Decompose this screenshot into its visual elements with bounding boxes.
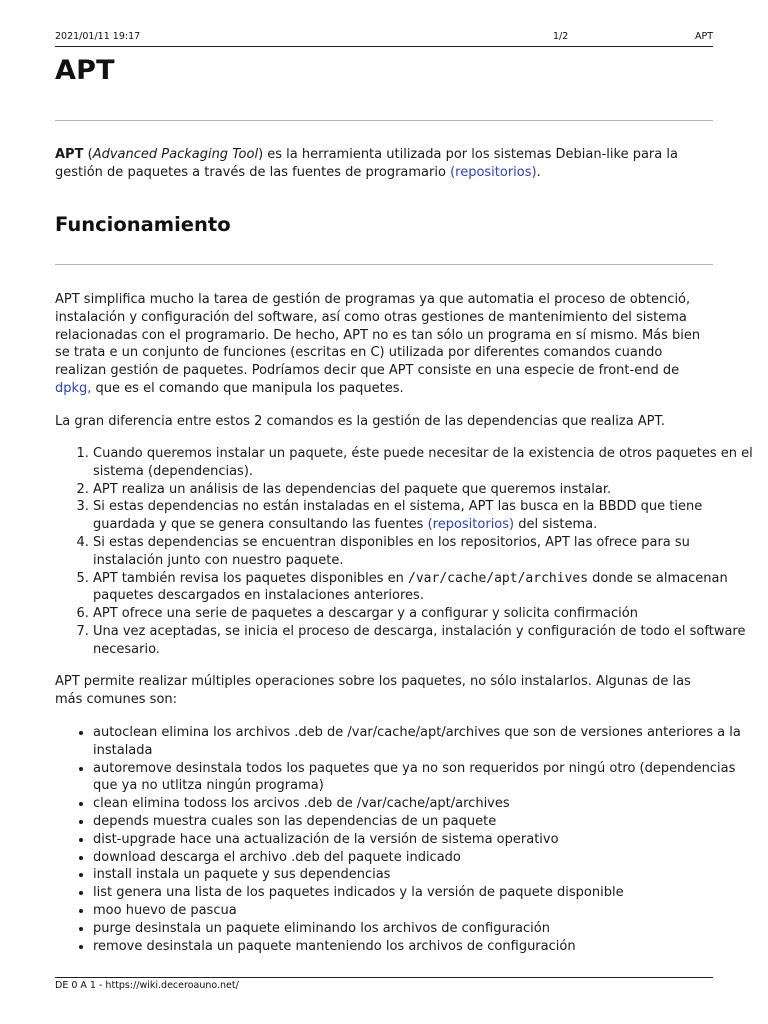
- para-funcionamiento: [55, 291, 715, 398]
- list-item: • remove desinstala un paquete manteniendo los archivos de configuración: [93, 938, 753, 956]
- header-page-number: 1/2: [553, 31, 569, 42]
- step-text: del sistema.: [514, 517, 598, 533]
- step-text: Si estas dependencias no están instaladas en el sistema, APT las busca en la BBDD que tiene guardada y que se genera consultando las fuentes: [93, 499, 703, 533]
- page-header: [55, 31, 713, 47]
- list-item: • clean elimina todoss los arcivos .deb de /var/cache/apt/archives: [93, 795, 753, 813]
- list-item: • autoremove desinstala todos los paquetes que ya no son requeridos por ningú otro (dependencias que ya no utlitza ningún programa): [93, 760, 753, 796]
- step-text: APT también revisa los paquetes disponibles en: [93, 570, 409, 586]
- list-item: 6. APT ofrece una serie de paquetes a descargar y a configurar y solicita confirmación: [93, 605, 753, 623]
- operations-list: [55, 724, 753, 955]
- title-divider: [55, 120, 713, 121]
- header-section: APT: [694, 31, 713, 42]
- intro-term: APT: [55, 147, 84, 162]
- list-item: • depends muestra cuales son las dependencias de un paquete: [93, 813, 753, 831]
- list-item: • dist-upgrade hace una actualización de la versión de sistema operativo: [93, 831, 753, 849]
- para-operaciones: APT permite realizar múltiples operaciones sobre los paquetes, no sólo instalarlos. Algunas de las más comunes son:: [55, 674, 691, 707]
- list-item: • purge desinstala un paquete eliminando los archivos de configuración: [93, 920, 753, 938]
- list-item: 2. APT realiza un análisis de las dependencias del paquete que queremos instalar.: [93, 481, 753, 499]
- para-diferencia: La gran diferencia entre estos 2 comandos es la gestión de las dependencias que realiza APT.: [55, 414, 666, 429]
- list-item: [93, 498, 753, 534]
- list-item: • download descarga el archivo .deb del paquete indicado: [93, 849, 753, 867]
- archives-path-code: /var/cache/apt/archives: [408, 570, 589, 586]
- header-datetime: 2021/01/11 19:17: [55, 31, 141, 42]
- page-footer: [55, 977, 713, 991]
- intro-end: .: [536, 164, 541, 180]
- page-title: APT: [55, 55, 115, 86]
- intro-expansion: Advanced Packaging Tool: [92, 147, 259, 162]
- list-item: 1. Cuando queremos instalar un paquete, éste puede necesitar de la existencia de otros paquetes en el sistema (dependencias).: [93, 445, 753, 481]
- para1-end: que es el comando que manipula los paquetes.: [91, 380, 404, 396]
- repositorios-link[interactable]: (repositorios): [450, 164, 537, 180]
- intro-text: ) es la herramienta utilizada por los sistemas Debian-like para la gestión de paquetes a través de las fuentes de programario: [55, 147, 678, 180]
- section-title: Funcionamiento: [55, 213, 231, 236]
- step-text: donde se almacenan paquetes descargados en instalaciones anteriores.: [93, 570, 728, 604]
- list-item: • list genera una lista de los paquetes indicados y la versión de paquete disponible: [93, 884, 753, 902]
- install-steps-list: [55, 445, 753, 659]
- list-item: • autoclean elimina los archivos .deb de /var/cache/apt/archives que son de versiones anteriores a la instalada: [93, 724, 753, 760]
- list-item: • moo huevo de pascua: [93, 902, 753, 920]
- section-divider: [55, 264, 713, 265]
- para1-text: APT simplifica mucho la tarea de gestión de programas ya que automatia el proceso de obtenció, instalación y configuración del software, así como otras gestiones de mantenimiento del sistema relacionadas con el programario. De hecho, APT no es tan sólo un programa en sí mismo. Más bien se trata e un conjunto de funciones (escritas en C) utilizada por diferentes comandos cuando realizan gestión de paquetes. Podríamos decir que APT consiste en una especie de front-end de: [55, 292, 701, 379]
- list-item: 4. Si estas dependencias se encuentran disponibles en los repositorios, APT las ofrece para su instalación junto con nuestro paquete.: [93, 534, 753, 570]
- repositorios-link-2[interactable]: (repositorios): [427, 517, 515, 533]
- list-item: 7. Una vez aceptadas, se inicia el proceso de descarga, instalación y configuración de todo el software necesario.: [93, 623, 753, 659]
- intro-paragraph: [55, 146, 715, 182]
- footer-text: DE 0 A 1 - https://wiki.deceroauno.net/: [55, 980, 239, 991]
- list-item: [93, 570, 753, 606]
- dpkg-link[interactable]: dpkg,: [55, 380, 92, 396]
- intro-open-paren: (: [83, 147, 93, 162]
- list-item: • install instala un paquete y sus dependencias: [93, 866, 753, 884]
